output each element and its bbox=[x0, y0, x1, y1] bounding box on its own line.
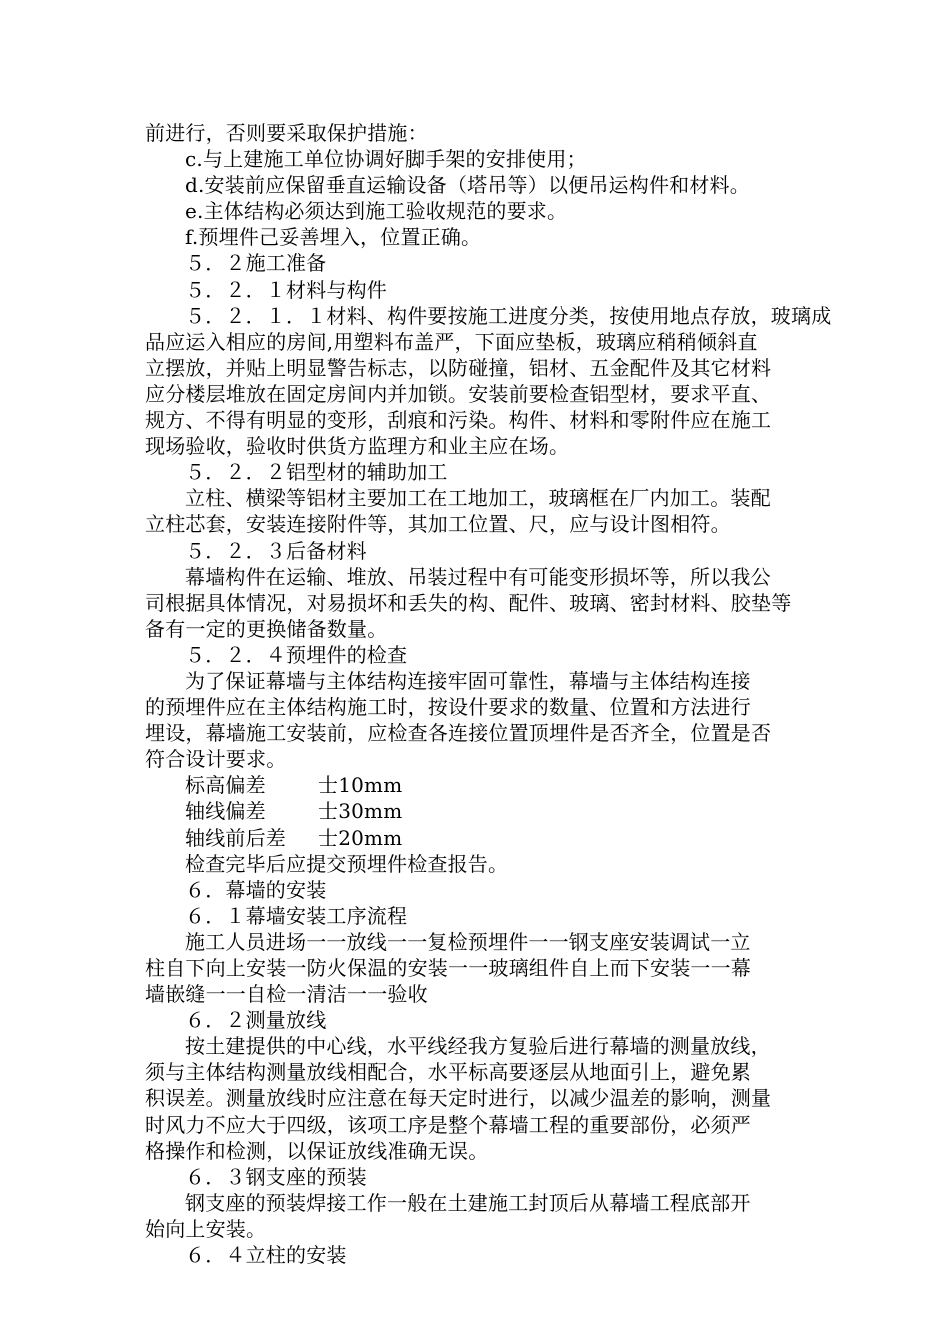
paragraph-line: 柱自下向上安装一防火保温的安装一一玻璃组件自上而下安装一一幕 bbox=[145, 956, 751, 980]
paragraph-line: 规方、不得有明显的变形，刮痕和污染。构件、材料和零附件应在施工 bbox=[145, 408, 772, 433]
deviation-name: 轴线前后差 bbox=[185, 825, 286, 850]
subsection-heading: ５．２．１材料与构件 bbox=[185, 277, 387, 302]
deviation-row bbox=[145, 772, 817, 798]
paragraph-line: 符合设计要求。 bbox=[145, 747, 287, 772]
paragraph-line: 司根据具体情况，对易损坏和丢失的构、配件、玻璃、密封材料、胶垫等 bbox=[145, 590, 792, 615]
subsection-heading: ６．３钢支座的预装 bbox=[185, 1164, 367, 1189]
subsection-heading: ５．２．３后备材料 bbox=[185, 538, 367, 563]
subsection-heading: ６．４立柱的安装 bbox=[185, 1243, 347, 1268]
paragraph-line: 检查完毕后应提交预埋件检查报告。 bbox=[185, 851, 509, 876]
paragraph-line: 应分楼层堆放在固定房间内并加锁。安装前要检查铝型材，要求平直、 bbox=[145, 381, 772, 406]
section-heading: ５．２施工准备 bbox=[185, 251, 327, 276]
list-item-e: e.主体结构必须达到施工验收规范的要求。 bbox=[185, 199, 568, 224]
deviation-value: 士10mm bbox=[318, 773, 403, 798]
list-item-f: f.预埋件己妥善埋入，位置正确。 bbox=[185, 225, 482, 250]
list-item-d: d.安装前应保留垂直运输设备（塔吊等）以便吊运构件和材料。 bbox=[185, 173, 750, 198]
subsection-heading: ６．２测量放线 bbox=[185, 1008, 327, 1033]
paragraph-line: 按土建提供的中心线，水平线经我方复验后进行幕墙的测量放线， bbox=[185, 1034, 771, 1059]
paragraph-line: 施工人员进场一一放线一一复检预埋件一一钢支座安装调试一立 bbox=[185, 929, 751, 954]
paragraph-line: 时风力不应大于四级，该项工序是整个幕墙工程的重要部份，必须严 bbox=[145, 1112, 751, 1137]
paragraph-line: ５．２．１．１材料、构件要按施工进度分类，按使用地点存放，玻璃成 bbox=[185, 303, 832, 328]
paragraph-line: 前进行，否则要采取保护措施： bbox=[145, 121, 428, 145]
paragraph-line: 幕墙构件在运输、堆放、吊装过程中有可能变形损坏等，所以我公 bbox=[185, 564, 771, 589]
deviation-row bbox=[145, 825, 817, 851]
paragraph-line: 立摆放，并贴上明显警告标志，以防碰撞，铝材、五金配件及其它材料 bbox=[145, 355, 772, 380]
document-body bbox=[145, 120, 832, 1268]
paragraph-line: 立柱、横梁等铝材主要加工在工地加工，玻璃框在厂内加工。装配 bbox=[185, 486, 771, 511]
paragraph-line: 埋设，幕墙施工安装前，应检查各连接位置顶埋件是否齐全，位置是否 bbox=[145, 721, 772, 746]
paragraph-line: 始向上安装。 bbox=[145, 1216, 267, 1241]
deviation-value: 士20mm bbox=[318, 825, 403, 850]
deviation-name: 标高偏差 bbox=[185, 773, 266, 798]
paragraph-line: 备有一定的更换储备数量。 bbox=[145, 616, 388, 641]
subsection-heading: ６．１幕墙安装工序流程 bbox=[185, 903, 408, 928]
paragraph-line: 积误差。测量放线时应注意在每天定时进行，以减少温差的影响，测量 bbox=[145, 1086, 772, 1111]
paragraph-line: 为了保证幕墙与主体结构连接牢固可靠性，幕墙与主体结构连接 bbox=[185, 668, 751, 693]
list-item-c: c.与上建施工单位协调好脚手架的安排使用； bbox=[185, 147, 587, 172]
deviation-value: 士30mm bbox=[318, 799, 403, 824]
paragraph-line: 的预埋件应在主体结构施工时，按设什要求的数量、位置和方法进行 bbox=[145, 695, 751, 720]
deviation-row bbox=[145, 798, 817, 824]
subsection-heading: ５．２．４预埋件的检查 bbox=[185, 642, 408, 667]
paragraph-line: 立柱芯套，安装连接附件等，其加工位置、尺，应与设计图相符。 bbox=[145, 512, 731, 537]
section-heading: ６．幕墙的安装 bbox=[185, 877, 327, 902]
paragraph-line: 须与主体结构测量放线相配合，水平标高要逐层从地面引上，避免累 bbox=[145, 1060, 751, 1085]
paragraph-line: 格操作和检测，以保证放线准确无误。 bbox=[145, 1138, 489, 1163]
paragraph-line: 墙嵌缝一一自检一清洁一一验收 bbox=[145, 982, 428, 1007]
paragraph-line: 品应运入相应的房间,用塑料布盖严，下面应垫板，玻璃应稍稍倾斜直 bbox=[145, 329, 758, 354]
paragraph-line: 现场验收，验收时供货方监理方和业主应在场。 bbox=[145, 434, 570, 459]
subsection-heading: ５．２．２铝型材的辅助加工 bbox=[185, 460, 448, 485]
deviation-name: 轴线偏差 bbox=[185, 799, 266, 824]
paragraph-line: 钢支座的预装焊接工作一般在土建施工封顶后从幕墙工程底部开 bbox=[185, 1190, 751, 1215]
